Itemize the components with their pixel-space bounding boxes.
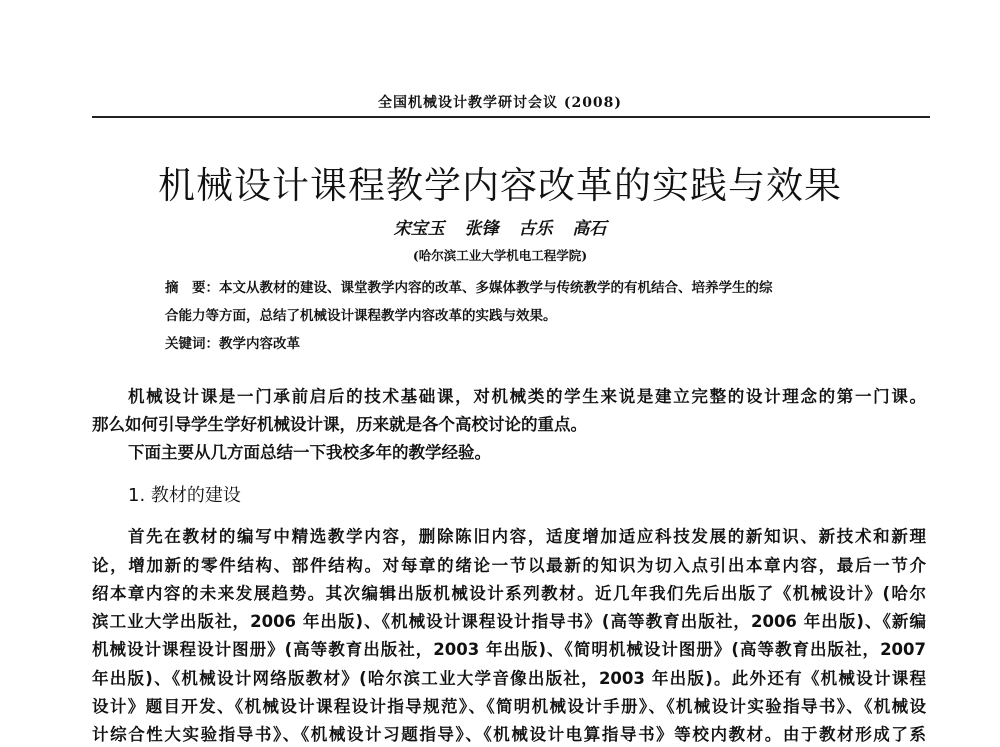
affiliation: (哈尔滨工业大学机电工程学院) [412,248,588,263]
keywords-value: 教学内容改革 [219,336,300,352]
body-line: 滨工业大学出版社，2006 年出版)、《机械设计课程设计指导书》(高等教育出版社，2006 年出版)、《新编 [92,612,926,631]
abstract-line-2: 合能力等方面，总结了机械设计课程教学内容改革的实践与效果。 [165,308,557,324]
abstract-label: 摘 要： [165,280,219,296]
body-line: 设计》题目开发、《机械设计课程设计指导规范》、《简明机械设计手册》、《机械设计实验指导书》、《机械设 [92,697,926,716]
intro-line: 下面主要从几方面总结一下我校多年的教学经验。 [128,443,491,462]
authors: 宋宝玉 张锋 古乐 高石 [393,219,607,239]
intro-line: 机械设计课是一门承前启后的技术基础课，对机械类的学生来说是建立完整的设计理念的第一门课。 [128,387,926,406]
abstract-text: 本文从教材的建设、课堂教学内容的改革、多媒体教学与传统教学的有机结合、培养学生的综 [219,280,773,296]
keywords-label: 关键词： [165,336,219,352]
keywords [165,332,300,352]
paper-title: 机械设计课程教学内容改革的实践与效果 [158,164,842,207]
body-line: 绍本章内容的未来发展趋势。其次编辑出版机械设计系列教材。近几年我们先后出版了《机械设计》(哈尔 [92,584,926,603]
body-line: 首先在教材的编写中精选教学内容，删除陈旧内容，适度增加适应科技发展的新知识、新技术和新理 [128,527,926,546]
body-line: 论，增加新的零件结构、部件结构。对每章的绪论一节以最新的知识为切入点引出本章内容，最后一节介 [92,556,926,575]
running-header: 全国机械设计教学研讨会议 (2008) [377,95,623,111]
header-rule [92,116,930,118]
section-heading: 1. 教材的建设 [128,485,241,506]
body-line: 机械设计课程设计图册》(高等教育出版社，2003 年出版)、《简明机械设计图册》(高等教育出版社，2007 [92,640,926,659]
abstract-line-1 [165,276,773,296]
body-line: 计综合性大实验指导书》、《机械设计习题指导》、《机械设计电算指导书》等校内教材。由于教材形成了系 [92,725,926,744]
body-line: 年出版)、《机械设计网络版教材》(哈尔滨工业大学音像出版社，2003 年出版)。此外还有《机械设计课程 [92,669,926,688]
intro-line: 那么如何引导学生学好机械设计课，历来就是各个高校讨论的重点。 [92,415,587,434]
